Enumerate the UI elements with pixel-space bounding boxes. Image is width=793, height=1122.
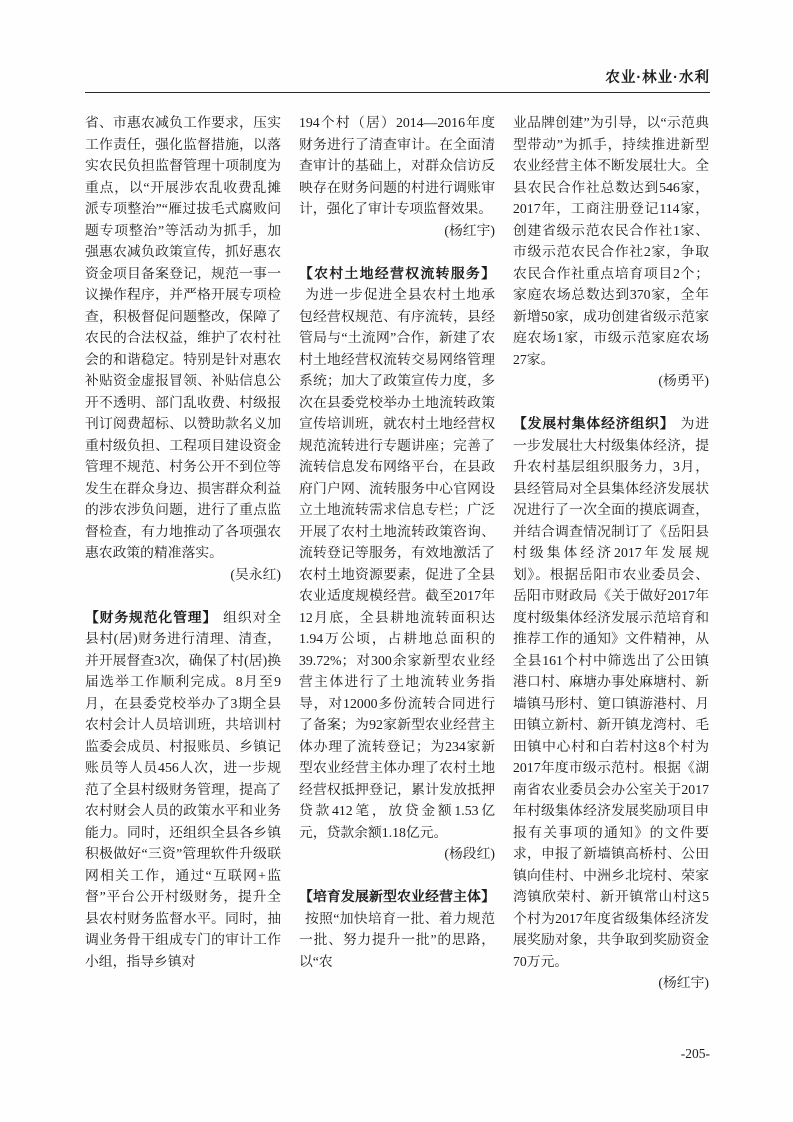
section-title: 【培育发展新型农业经营主体】 <box>299 889 495 904</box>
section-body: 为进一步促进全县农村土地承包经营权规范、有序流转，县经管局与“土流网”合作，新建了农村土地经营权流转交易网络管理系统；加大了政策宣传力度，多次在县委党校举办土地流转政策宣传培训班，就农村土地经营权规范流转进行专题讲座；完善了流转信息发布网络平台，在县政府门户网、流转服务中心官网设立土地流转需求信息专栏；广泛开展了农村土地流转政策咨询、流转登记等服务，有效地激活了农村土地资源要素，促进了全县农业适度规模经营。截至2017年12月底，全县耕地流转面积达1.94万公顷，占耕地总面积的39.72%；对300余家新型农业经营主体进行了土地流转业务指导，对12000多份流转合同进行了备案；为92家新型农业经营主体办理了流转登记；为234家新型农业经营主体办理了农村土地经营权抵押登记，累计发放抵押贷款412笔，放贷金额1.53亿元，贷款余额1.18亿元。 <box>299 287 495 840</box>
paragraph-continuation: 194个村（居）2014—2016年度财务进行了清查审计。在全面清查审计的基础上，对群众信访反映存在财务问题的村进行调账审计，强化了审计专项监督效果。 <box>299 115 495 216</box>
section-body: 按照“加快培育一批、着力规范一批、努力提升一批”的思路，以“农 <box>299 910 495 969</box>
author-attribution: (杨红宇) <box>444 222 495 238</box>
page-header <box>85 66 710 87</box>
author-attribution: (杨段红) <box>444 846 495 861</box>
section-paragraph <box>85 607 281 973</box>
section-paragraph <box>513 413 709 972</box>
author-attribution: (杨红宇) <box>658 975 709 990</box>
page-number: -205- <box>680 1046 710 1061</box>
author-attribution: (吴永红) <box>230 566 281 582</box>
section-body: 组织对全县村(居)财务进行清理、清查，并开展督查3次，确保了村(居)换届选举工作顺利完成。8月至9月，在县委党校举办了3期全县农村会计人员培训班，共培训村监委会成员、村报账员、乡镇记账员等人员456人次，进一步规范了全县村级财务管理，提高了农村财会人员的政策水平和业务能力。同时，还组织全县各乡镇积极做好“三资”管理软件升级联网相关工作，通过“互联网+监督”平台公开村级财务，提升全县农村财务监督水平。同时，抽调业务骨干组成专门的审计工作小组，指导乡镇对 <box>85 609 282 969</box>
section-paragraph <box>299 886 495 972</box>
paragraph-continuation: 业品牌创建”为引导，以“示范典型带动”为抓手，持续推进新型农业经营主体不断发展壮大。全县农民合作社总数达到546家，2017年，工商注册登记114家，创建省级示范农民合作社1家、市级示范农民合作社2家，争取农民合作社重点培育项目2个；家庭农场总数达到370家，全年新增50家，成功创建省级示范家庭农场1家，市级示范家庭农场27家。 <box>513 115 709 367</box>
header-rule <box>85 92 710 93</box>
section-body: 为进一步发展壮大村级集体经济，提升农村基层组织服务力，3月，县经管局对全县集体经济发展状况进行了一次全面的摸底调查，并结合调查情况制订了《岳阳县村级集体经济2017年发展规划》。根据岳阳市农业委员会、岳阳市财政局《关于做好2017年度村级集体经济发展示范培育和推荐工作的通知》文件精神，从全县161个村中筛选出了公田镇港口村、麻塘办事处麻塘村、新墙镇马形村、筻口镇游港村、月田镇立新村、新开镇龙湾村、毛田镇中心村和白若村这8个村为2017年度市级示范村。根据《湖南省农业委员会办公室关于2017年村级集体经济发展奖励项目申报有关事项的通知》的文件要求，申报了新墙镇高桥村、公田镇向佳村、中洲乡北垸村、荣家湾镇欣荣村、新开镇常山村这5个村为2017年度省级集体经济发展奖励对象，共争取到奖励资金70万元。 <box>513 416 710 969</box>
content-columns <box>85 112 710 994</box>
page-footer <box>85 1046 710 1062</box>
paragraph-continuation: 省、市惠农减负工作要求，压实工作责任，强化监督措施，以落实农民负担监督管理十项制度为重点，以“开展涉农乱收费乱摊派专项整治”“雁过拔毛式腐败问题专项整治”等活动为抓手，加强惠农减负政策宣传，抓好惠农资金项目备案登记，规范一事一议操作程序，并严格开展专项检查，积极督促问题整改，保障了农民的合法权益，维护了农村社会的和谐稳定。特别是针对惠农补贴资金虚报冒领、补贴信息公开不透明、部门乱收费、村级报刊订阅费超标、以赞助款名义加重村级负担、工程项目建设资金管理不规范、村务公开不到位等发生在群众身边、损害群众利益的涉农涉负问题，进行了重点监督检查，有力地推动了各项强农惠农政策的精准落实。 <box>85 115 281 560</box>
section-title: 【农村土地经营权流转服务】 <box>299 265 495 281</box>
column-2 <box>299 112 495 994</box>
column-1 <box>85 112 281 994</box>
section-title: 【财务规范化管理】 <box>85 609 218 625</box>
author-attribution: (杨勇平) <box>658 373 709 388</box>
section-paragraph <box>299 263 495 844</box>
header-title: 农业·林业·水利 <box>605 70 710 86</box>
column-3 <box>513 112 709 994</box>
section-title: 【发展村集体经济组织】 <box>513 416 675 431</box>
